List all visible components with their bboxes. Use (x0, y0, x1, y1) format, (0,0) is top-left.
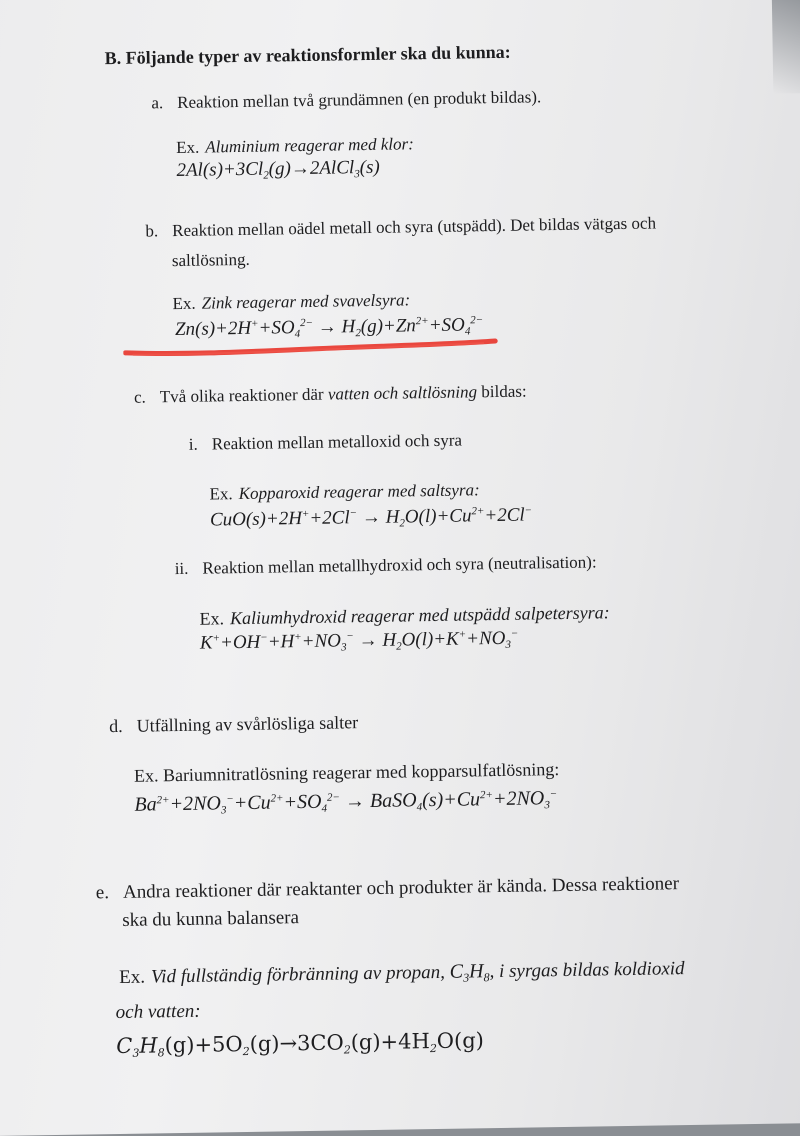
ex-prefix: Ex. (175, 137, 200, 157)
item-b-text-line2: saltlösning. (171, 249, 250, 271)
equation-b: $Zn(s)+2H^++SO_4^{2-} \to H_2(g)+Zn^{2+}+SO_4^{2-}$ (174, 314, 484, 341)
equation-a: $2Al(s)+3Cl_2(g)\to 2AlCl_3(s)$ (176, 156, 380, 182)
ex-prefix: Ex. (209, 484, 233, 504)
item-c-ii-label: ii. (174, 558, 189, 579)
item-e (96, 873, 679, 904)
item-a-text: Reaktion mellan två grundämnen (en produkt bildas). (177, 87, 542, 112)
item-c-ii (175, 552, 597, 579)
item-e-text-line1: Andra reaktioner där reaktanter och produkter är kända. Dessa reaktioner (122, 873, 680, 903)
item-c-i-label: i. (188, 434, 198, 454)
ex-prefix: Ex. (172, 293, 196, 314)
equation-c-ii: $K^++OH^-+H^++NO_3^- \to H_2O(l)+K^++NO_3^-$ (199, 627, 519, 654)
item-c-i (189, 431, 462, 455)
item-d (109, 712, 358, 737)
item-c-text-italic: vatten och saltlösning (327, 382, 478, 404)
item-e-example-text-1: Vid fullständig förbränning av propan, (150, 961, 446, 988)
item-e-text-line2: ska du kunna balansera (122, 907, 300, 931)
item-b-text-line1: Reaktion mellan oädel metall och syra (utspädd). Det bildas vätgas och (172, 213, 657, 241)
ex-prefix: Ex. (199, 608, 225, 629)
item-b (145, 213, 656, 241)
item-b-label: b. (145, 221, 159, 241)
item-e-example-text-3: och vatten: (115, 1000, 201, 1024)
item-c-label: c. (133, 387, 146, 407)
equation-e: $C_3H_8(g)+5O_2(g)\to 3CO_2(g)+4H_2O(g)$ (116, 1028, 485, 1060)
item-c-ii-example-text: Kaliumhydroxid reagerar med utspädd salpetersyra: (229, 602, 610, 629)
item-b-example (172, 290, 410, 314)
item-a-example-text: Aluminium reagerar med klor: (205, 134, 414, 157)
equation-d: $Ba^{2+}+2NO_3^-+Cu^{2+}+SO_4^{2-}$ → $BaSO_4(s)+Cu^{2+}+2NO_3^-$ (134, 787, 558, 817)
ex-prefix: Ex. (118, 966, 146, 988)
item-d-label: d. (109, 715, 123, 737)
equation-c-i: $CuO(s)+2H^++2Cl^- \to H_2O(l)+Cu^{2+}+2Cl^-$ (209, 504, 533, 531)
item-c-text-2: bildas: (481, 381, 527, 402)
item-c-text-1: Två olika reaktioner där (159, 384, 324, 407)
item-e-example (119, 957, 685, 991)
item-e-label: e. (95, 882, 110, 904)
item-b-example-text: Zink reagerar med svavelsyra: (201, 290, 411, 313)
propane-formula: $C_3H_8$ (449, 960, 490, 985)
item-d-text: Utfällning av svårlösliga salter (136, 712, 359, 736)
item-c-ii-text: Reaktion mellan metallhydroxid och syra (neutralisation): (202, 552, 597, 578)
item-c-i-example (209, 480, 479, 504)
item-c-i-example-text: Kopparoxid reagerar med saltsyra: (238, 480, 480, 504)
item-a-label: a. (151, 93, 164, 113)
item-c-i-text: Reaktion mellan metalloxid och syra (211, 430, 463, 454)
section-heading: B. Följande typer av reaktionsformler ska du kunna: (104, 41, 511, 69)
item-a-example (176, 134, 414, 158)
item-c-ii-example (199, 602, 609, 629)
item-d-example-text: Ex. Bariumnitratlösning reagerar med kopparsulfatlösning: (133, 759, 560, 786)
item-c (134, 382, 527, 408)
item-a (151, 87, 541, 113)
item-e-example-text-2: , i syrgas bildas koldioxid (489, 958, 685, 983)
